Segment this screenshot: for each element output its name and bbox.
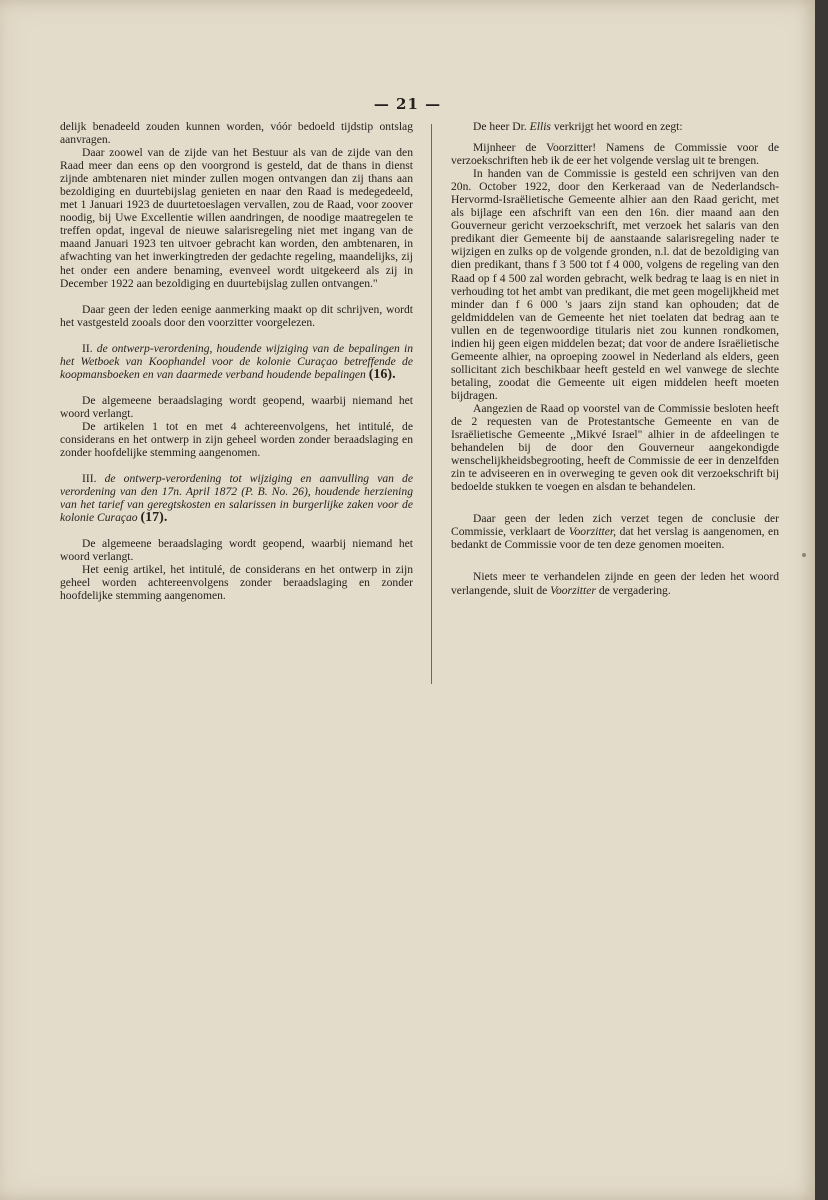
item-reference: (16). [368,366,396,382]
item-number: III. [82,472,97,486]
right-column [451,120,779,597]
column-divider [431,124,432,684]
paragraph: Mijnheer de Voorzitter! Namens de Commissie voor de verzoekschriften heb ik de eer het volgende verslag uit te brengen. [451,141,779,168]
paragraph: delijk benadeeld zouden kunnen worden, vóór bedoeld tijdstip ontslag aanvragen. [60,120,413,147]
item-reference: (17). [140,510,168,526]
agenda-item-17 [60,472,413,524]
speaker-name: Ellis [529,120,551,133]
speaker-name: Voorzitter [550,583,596,597]
agenda-item-16 [60,342,413,381]
paragraph: Daar geen der leden eenige aanmerking maakt op dit schrijven, wordt het vastgesteld zooals door den voorzitter voorgelezen. [60,302,413,329]
text: De heer Dr. [473,120,527,133]
item-number: II. [82,341,93,355]
paragraph: De algemeene beraadslaging wordt geopend, waarbij niemand het woord verlangt. [60,537,413,564]
paragraph [451,570,779,596]
paragraph: Het eenig artikel, het intitulé, de considerans en het ontwerp in zijn geheel worden achtereenvolgens zonder beraadslaging en zonder hoofdelijke stemming aangenomen. [60,563,413,603]
paragraph: Daar zoowel van de zijde van het Bestuur als van de zijde van den Raad meer dan eens op den voorgrond is gesteld, dat de thans in dienst zijnde ambtenaren niet minder zullen mogen ontvangen dan zij thans aan bezoldiging en duurtebijslag genieten en naar den Raad is medegedeeld, met 1 Januari 1923 de duurtetoeslagen vervallen, zou de Raad, voor zoover noodig, bij Uwe Excellentie willen aandringen, de noodige maatregelen te treffen opdat, ingeval de nieuwe salarisregeling niet met ingang van de maand Januari 1923 ten uitvoer gebracht kan worden, den ambtenaren, in afwachting van het inwerkingtreden der gedachte regeling, maandelijks, zij het onder een andere benaming, evenveel wordt uitgekeerd als zij in December 1922 aan bezoldiging en duurtebijslag zullen ontvangen." [60,146,413,290]
text: dat het verslag is aangenomen, en bedankt de Commissie voor de ten deze genomen moeiten. [451,525,779,552]
paragraph: In handen van de Commissie is gesteld een schrijven van den 20n. October 1922, door den Kerkeraad van de Nederlandsch-Hervormd-Israëlietische Gemeente alhier aan den Raad gericht, met als bijlage een afschrift van een den 16n. dier maand aan den Gouverneur gericht verzoekschrift, met verzoek het salaris van den predikant dier Gemeente bij de aanstaande salarisregeling nader te wijzigen en zulks op de volgende gronden, n.l. dat de bezoldiging van dien predikant, thans f 3 500 tot f 4 000, volgens de regeling van den Raad op f 4 500 zal worden gebracht, welk bedrag te laag is en niet in verhouding tot het ambt van predikant, die met geen mogelijkheid met minder dan f 6 000 's jaars zijn stand kan ophouden; dat de geldmiddelen van de Gemeente het niet toelaten dat bedrag aan te vullen en de tegenwoordige titularis niet zou kunnen rondkomen, indien hij geen eigen middelen bezat; dat voor de andere Israëlietische Gemeente alhier, na oproeping zoowel in Nederland als elders, geen sollicitant zich beschikbaar heeft gesteld en wel vanwege de slechte betaling, zoodat die Gemeente uit eigen middelen heeft moeten bijdragen. [451,167,779,402]
paragraph: Aangezien de Raad op voorstel van de Commissie besloten heeft de 2 requesten van de Protestantsche Gemeente en van de Israëlietische Gemeente ,,Mikvé Israel" alhier in de afdeelingen te behandelen bij de door den Gouverneur aangekondigde wenschelijkheidsbegrooting, heeft de Commissie de eer in denzelfden zin te adviseeren en in overweging te geven ook dit verzoekschrift bij bedoelde stukken te voegen en alsdan te behandelen. [451,401,779,494]
text: de vergadering. [598,583,671,597]
text: verkrijgt het woord en zegt: [553,120,683,133]
paragraph [451,512,779,551]
speaker-name: Voorzitter, [568,525,617,539]
paragraph: De artikelen 1 tot en met 4 achtereenvolgens, het intitulé, de considerans en het ontwerp in zijn geheel worden zonder beraadslaging en zonder hoofdelijke stemming aangenomen. [60,419,413,460]
text: Niets meer te verhandelen zijnde en geen der leden het woord verlangende, sluit de [451,570,779,597]
left-column [60,120,413,603]
ink-speck [802,553,806,557]
item-title: de ontwerp-verordening, houdende wijziging van de bepalingen in het Wetboek van Koophandel voor de kolonie Curaçao betreffende de koopmansboeken en van daarmede verband houdende bepalingen [60,341,414,381]
paragraph [451,120,779,133]
text: Daar geen der leden zich verzet tegen de conclusie der Commissie, verklaart de [451,512,779,539]
paragraph: De algemeene beraadslaging wordt geopend, waarbij niemand het woord verlangt. [60,393,413,420]
page-number: — 21 — [373,95,442,113]
item-title: de ontwerp-verordening tot wijziging en aanvulling van de verordening van den 17n. April 1872 (P. B. No. 26), houdende herziening van het tarief van geregtskosten en salarissen in burgerlijke zaken voor de kolonie Curaçao [60,472,413,525]
